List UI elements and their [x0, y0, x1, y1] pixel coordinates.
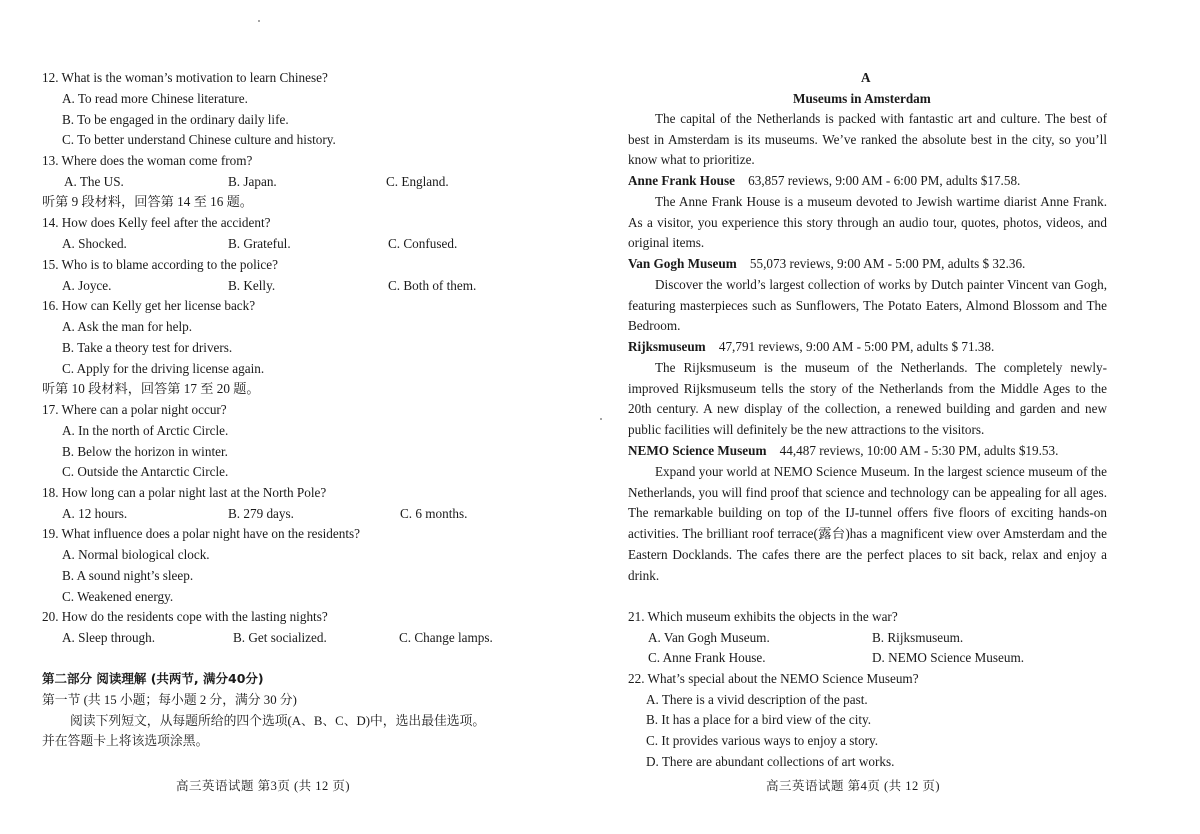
listening-instruction-10: 听第 10 段材料，回答第 17 至 20 题。: [42, 381, 260, 396]
question-15: 15. Who is to blame according to the police?: [42, 257, 278, 272]
q21-option-b: B. Rijksmuseum.: [872, 630, 964, 645]
q19-option-c: C. Weakened energy.: [62, 589, 174, 604]
q15-option-c: C. Both of them.: [388, 278, 477, 293]
q12-option-c: C. To better understand Chinese culture and history.: [62, 132, 336, 147]
question-14: 14. How does Kelly feel after the accident?: [42, 215, 271, 230]
q21-option-a: A. Van Gogh Museum.: [648, 630, 770, 645]
q18-option-b: B. 279 days.: [228, 506, 294, 521]
q14-option-c: C. Confused.: [388, 236, 458, 251]
reading-instructions-line1: 阅读下列短文，从每题所给的四个选项(A、B、C、D)中，选出最佳选项。: [70, 714, 486, 728]
question-18: 18. How long can a polar night last at the North Pole?: [42, 485, 327, 500]
q21-option-d: D. NEMO Science Museum.: [872, 650, 1024, 665]
museum-desc-anne-frank: The Anne Frank House is a museum devoted to Jewish wartime diarist Anne Frank. As a visitor, you experience this story through an audio tour, quotes, photos, videos, and original items.: [628, 194, 1107, 251]
q12-option-a: A. To read more Chinese literature.: [62, 91, 248, 106]
reading-instructions-line2: 并在答题卡上将该选项涂黑。: [42, 734, 209, 748]
question-13: 13. Where does the woman come from?: [42, 153, 253, 168]
q22-option-d: D. There are abundant collections of art works.: [646, 754, 895, 769]
museum-info: 47,791 reviews, 9:00 AM - 5:00 PM, adults $ 71.38.: [718, 339, 995, 354]
q21-option-c: C. Anne Frank House.: [648, 650, 766, 665]
page-footer-right: 高三英语试题 第4页 (共 12 页): [766, 779, 941, 793]
q20-option-b: B. Get socialized.: [233, 630, 327, 645]
q13-option-b: B. Japan.: [228, 174, 277, 189]
museum-heading-nemo: [628, 441, 1058, 461]
q22-option-c: C. It provides various ways to enjoy a story.: [646, 733, 879, 748]
passage-title: Museums in Amsterdam: [793, 91, 931, 106]
q12-option-b: B. To be engaged in the ordinary daily life.: [62, 112, 289, 127]
museum-name: Van Gogh Museum: [628, 256, 737, 271]
question-16: 16. How can Kelly get her license back?: [42, 298, 256, 313]
scan-speck: [600, 418, 602, 420]
q15-option-b: B. Kelly.: [228, 278, 276, 293]
museum-name: Rijksmuseum: [628, 339, 706, 354]
q19-option-a: A. Normal biological clock.: [62, 547, 210, 562]
q20-option-a: A. Sleep through.: [62, 630, 156, 645]
q18-option-a: A. 12 hours.: [62, 506, 128, 521]
q20-option-c: C. Change lamps.: [399, 630, 493, 645]
q16-option-c: C. Apply for the driving license again.: [62, 361, 265, 376]
museum-info: 44,487 reviews, 10:00 AM - 5:30 PM, adults $19.53.: [779, 443, 1059, 458]
museum-name: NEMO Science Museum: [628, 443, 767, 458]
q13-option-a: A. The US.: [64, 174, 124, 189]
q17-option-a: A. In the north of Arctic Circle.: [62, 423, 229, 438]
museum-desc-nemo: Expand your world at NEMO Science Museum. In the largest science museum of the Netherlands, you will find proof that science and technology can be appealing for all ages. The remarkable building on top of the IJ-tunnel offers five floors of exciting hands-on activities. The brilliant roof terrace(露台)has a magnificent view over Amsterdam and the Eastern Docklands. The cafes there are the perfect places to sit back, relax and enjoy a drink.: [628, 464, 1107, 583]
museum-desc-rijksmuseum: The Rijksmuseum is the museum of the Netherlands. The completely newly-improved Rijksmuseum tells the story of the Netherlands from the Middle Ages to the 20th century. A new display of the collection, a renewed building and garden and new public facilities will definitely be the new attractions to the visitors.: [628, 360, 1107, 438]
museum-heading-rijksmuseum: [628, 337, 994, 357]
q14-option-a: A. Shocked.: [62, 236, 127, 251]
question-20: 20. How do the residents cope with the lasting nights?: [42, 609, 328, 624]
page-footer-left: 高三英语试题 第3页 (共 12 页): [176, 779, 351, 793]
q22-option-a: A. There is a vivid description of the past.: [646, 692, 868, 707]
museum-info: 55,073 reviews, 9:00 AM - 5:00 PM, adults $ 32.36.: [749, 256, 1026, 271]
museum-info: 63,857 reviews, 9:00 AM - 6:00 PM, adults $17.58.: [748, 173, 1021, 188]
q22-option-b: B. It has a place for a bird view of the city.: [646, 712, 872, 727]
right-page: [600, 0, 1200, 834]
scan-speck: [258, 20, 260, 22]
q17-option-b: B. Below the horizon in winter.: [62, 444, 228, 459]
q13-option-c: C. England.: [386, 174, 449, 189]
q16-option-b: B. Take a theory test for drivers.: [62, 340, 233, 355]
passage-letter: A: [861, 70, 871, 85]
museum-heading-anne-frank: [628, 171, 1020, 191]
question-21: 21. Which museum exhibits the objects in the war?: [628, 609, 898, 624]
section1-title: 第一节 (共 15 小题；每小题 2 分，满分 30 分): [42, 693, 297, 707]
q18-option-c: C. 6 months.: [400, 506, 468, 521]
q15-option-a: A. Joyce.: [62, 278, 112, 293]
q14-option-b: B. Grateful.: [228, 236, 291, 251]
part2-title: 第二部分 阅读理解 (共两节, 满分40分): [42, 671, 264, 686]
q17-option-c: C. Outside the Antarctic Circle.: [62, 464, 229, 479]
listening-instruction-9: 听第 9 段材料，回答第 14 至 16 题。: [42, 194, 253, 209]
question-17: 17. Where can a polar night occur?: [42, 402, 227, 417]
question-12: 12. What is the woman’s motivation to learn Chinese?: [42, 70, 328, 85]
museum-name: Anne Frank House: [628, 173, 735, 188]
question-22: 22. What’s special about the NEMO Science Museum?: [628, 671, 919, 686]
question-19: 19. What influence does a polar night have on the residents?: [42, 526, 360, 541]
museum-heading-van-gogh: [628, 254, 1025, 274]
q19-option-b: B. A sound night’s sleep.: [62, 568, 194, 583]
passage-intro: The capital of the Netherlands is packed with fantastic art and culture. The best of best in Amsterdam is its museums. We’ve ranked the absolute best in the city, so you’ll know what to prioritize.: [628, 111, 1107, 168]
q16-option-a: A. Ask the man for help.: [62, 319, 193, 334]
museum-desc-van-gogh: Discover the world’s largest collection of works by Dutch painter Vincent van Gogh, featuring masterpieces such as Sunflowers, The Potato Eaters, Almond Blossom and The Bedroom.: [628, 277, 1107, 334]
